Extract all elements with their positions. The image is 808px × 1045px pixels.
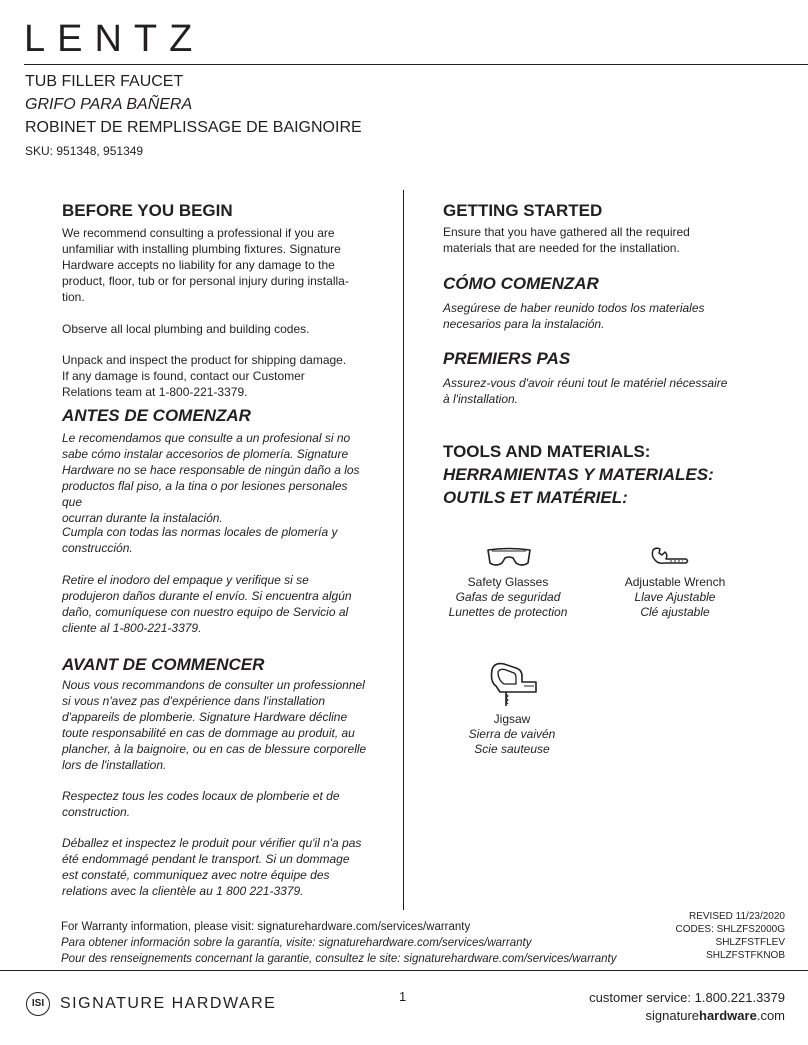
bottom-divider: [0, 970, 808, 971]
brand-logo: LENTZ: [24, 18, 205, 60]
warranty-fr: Pour des renseignements concernant la garantie, consultez le site: signaturehardware.com/services/warranty: [61, 953, 617, 965]
avant-paragraph-3: Déballez et inspectez le produit pour vérifier qu'il n'a pas été endommagé pendant le transport. Si un dommage est constaté, communiquez avec notre équipe des relations avec la clientèle au 1 800 221-3379.: [62, 836, 362, 898]
title-fr: ROBINET DE REMPLISSAGE DE BAIGNOIRE: [25, 119, 362, 136]
cs-label: customer service:: [589, 990, 691, 1005]
como-comenzar-heading: CÓMO COMENZAR: [443, 274, 599, 293]
premiers-pas-paragraph: Assurez-vous d'avoir réuni tout le matériel nécessaire à l'installation.: [443, 376, 728, 406]
avant-paragraph-2: Respectez tous les codes locaux de plomberie et de construction.: [62, 789, 340, 819]
website: signaturehardware.com: [645, 1008, 785, 1023]
antes-paragraph-3: Retire el inodoro del empaque y verifique si se produjeron daños durante el envío. Si encuentra algún daño, comuníquese con nuestro equipo de Servicio al cliente al 1-800-221-3379.: [62, 573, 352, 635]
antes-paragraph-1: Le recomendamos que consulte a un profesional si no sabe cómo instalar accesorios de plomería. Signature Hardware no se hace responsable de ningún daño a los productos flal piso, a la tina o por lesiones personales que ocurran durante la instalación.: [62, 431, 360, 525]
before-paragraph-3: Unpack and inspect the product for shipping damage. If any damage is found, contact our Customer Relations team at 1-800-221-3379.: [62, 353, 347, 399]
page-number: 1: [399, 989, 407, 1004]
warranty-es: Para obtener información sobre la garantía, visite: signaturehardware.com/services/warranty: [61, 937, 532, 949]
before-paragraph-2: Observe all local plumbing and building codes.: [62, 322, 310, 336]
company-name: SIGNATURE HARDWARE: [60, 995, 277, 1012]
como-comenzar-paragraph: Asegúrese de haber reunido todos los materiales necesarios para la instalación.: [443, 301, 705, 331]
title-es: GRIFO PARA BAÑERA: [25, 96, 193, 113]
column-divider: [403, 190, 404, 910]
tools-heading-en: TOOLS AND MATERIALS:: [443, 442, 651, 461]
tool-safety-glasses: Safety Glasses Gafas de seguridad Lunettes de protection: [448, 575, 568, 619]
safety-glasses-icon: [486, 547, 532, 574]
before-paragraph-1: We recommend consulting a professional if you are unfamiliar with installing plumbing fixtures. Signature Hardware accepts no liability for any damage to the product, floor, tub or for personal injury during installa- tion.: [62, 226, 349, 304]
revision-block: REVISED 11/23/2020 CODES: SHLZFS2000G SHLZFSTFLEV SHLZFSTFKNOB: [675, 911, 785, 961]
cs-phone: 1.800.221.3379: [694, 990, 785, 1005]
getting-started-paragraph: Ensure that you have gathered all the required materials that are needed for the installation.: [443, 225, 690, 255]
jigsaw-icon: [486, 660, 540, 715]
tool-adjustable-wrench: Adjustable Wrench Llave Ajustable Clé ajustable: [624, 575, 726, 619]
signature-hardware-logo-icon: ISI: [26, 992, 50, 1016]
tools-heading-es: HERRAMIENTAS Y MATERIALES:: [443, 465, 714, 484]
adjustable-wrench-icon: [650, 546, 690, 571]
getting-started-heading: GETTING STARTED: [443, 201, 603, 220]
top-divider: [24, 64, 808, 65]
antes-heading: ANTES DE COMENZAR: [62, 406, 251, 425]
warranty-en: For Warranty information, please visit: signaturehardware.com/services/warranty: [61, 921, 471, 933]
tool-jigsaw: Jigsaw Sierra de vaivén Scie sauteuse: [468, 712, 556, 756]
title-en: TUB FILLER FAUCET: [25, 73, 184, 90]
antes-paragraph-2: Cumpla con todas las normas locales de plomería y construcción.: [62, 525, 338, 555]
sku: SKU: 951348, 951349: [25, 144, 144, 158]
avant-paragraph-1: Nous vous recommandons de consulter un professionnel si vous n'avez pas d'expérience dans l'installation d'appareils de plomberie. Signature Hardware décline toute responsabilité en cas de dommage au produit, au plancher, à la baignoire, ou en cas de blessure corporelle lors de l'installation.: [62, 678, 367, 772]
tools-heading-fr: OUTILS ET MATÉRIEL:: [443, 488, 628, 507]
before-heading: BEFORE YOU BEGIN: [62, 201, 233, 220]
premiers-pas-heading: PREMIERS PAS: [443, 349, 571, 368]
customer-service: [589, 989, 785, 1025]
avant-heading: AVANT DE COMMENCER: [62, 655, 265, 674]
